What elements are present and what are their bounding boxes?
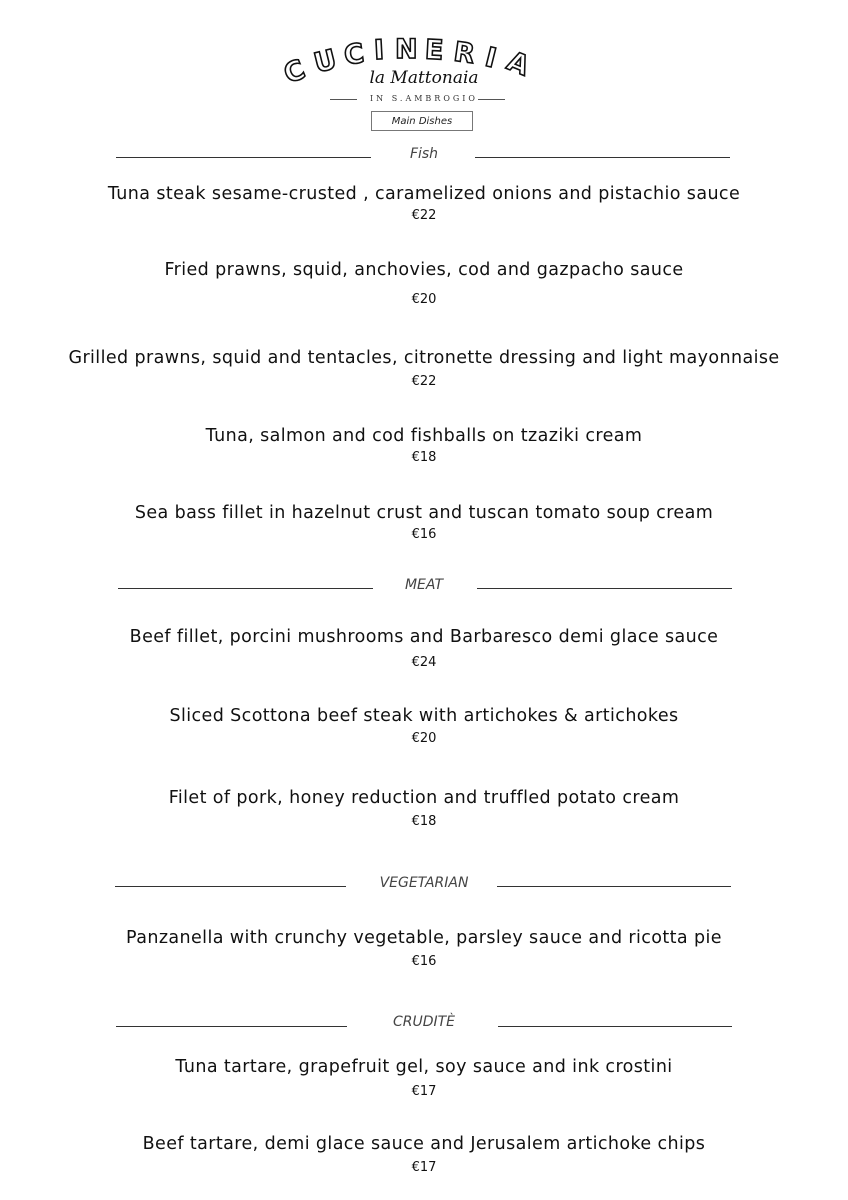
menu-item <box>0 348 848 389</box>
dish-price: €16 <box>411 527 437 542</box>
dish-price: €18 <box>411 814 437 829</box>
category-header-crudite <box>0 1014 848 1034</box>
dish-price: €22 <box>411 208 437 223</box>
dish-name: Beef fillet, porcini mushrooms and Barbaresco demi glace sauce <box>129 627 719 647</box>
category-label: CRUDITÈ <box>392 1014 456 1030</box>
dish-name: Beef tartare, demi glace sauce and Jerusalem artichoke chips <box>142 1134 706 1154</box>
dish-price: €17 <box>411 1084 437 1099</box>
menu-item <box>0 627 848 670</box>
logo-letter: E <box>424 34 445 67</box>
logo-letter: I <box>482 41 500 75</box>
category-header-meat <box>0 577 848 597</box>
menu-item <box>0 1134 848 1175</box>
dish-price: €17 <box>411 1160 437 1175</box>
logo-letter: N <box>395 34 418 65</box>
dish-price: €16 <box>411 954 437 969</box>
dish-price: €20 <box>411 731 437 746</box>
subtitle-rule-right <box>478 99 505 100</box>
dish-name: Sea bass fillet in hazelnut crust and tuscan tomato soup cream <box>134 503 714 523</box>
dish-name: Tuna tartare, grapefruit gel, soy sauce and ink crostini <box>175 1057 673 1077</box>
divider-right <box>498 1026 732 1027</box>
category-label: Fish <box>409 146 439 162</box>
dish-price: €24 <box>411 655 437 670</box>
logo-letter: R <box>451 36 477 71</box>
menu-item <box>0 260 848 307</box>
dish-name: Filet of pork, honey reduction and truffled potato cream <box>168 788 680 808</box>
dish-price: €22 <box>411 374 437 389</box>
dish-name: Fried prawns, squid, anchovies, cod and gazpacho sauce <box>164 260 684 280</box>
divider-right <box>497 886 731 887</box>
logo-letter: C <box>342 38 367 72</box>
dish-price: €20 <box>411 292 437 307</box>
category-label: VEGETARIAN <box>379 875 469 891</box>
category-label: MEAT <box>404 577 444 593</box>
dish-price: €18 <box>411 450 437 465</box>
logo-subname: la Mattonaia <box>369 68 479 88</box>
section-title-box: Main Dishes <box>371 111 473 131</box>
category-header-fish <box>0 146 848 166</box>
menu-item <box>0 426 848 465</box>
dish-name: Panzanella with crunchy vegetable, parsley sauce and ricotta pie <box>126 928 722 948</box>
logo-letter: U <box>310 44 340 80</box>
dish-name: Tuna steak sesame-crusted , caramelized onions and pistachio sauce <box>107 184 741 204</box>
menu-item <box>0 928 848 969</box>
logo-letter: I <box>373 34 385 67</box>
menu-item <box>0 503 848 542</box>
menu-item <box>0 1057 848 1099</box>
logo-letter: C <box>279 54 310 91</box>
location-subtitle: IN S.AMBROGIO <box>370 94 478 103</box>
dish-name: Grilled prawns, squid and tentacles, citronette dressing and light mayonnaise <box>68 348 780 368</box>
divider-right <box>477 588 732 589</box>
dish-name: Tuna, salmon and cod fishballs on tzaziki cream <box>205 426 643 446</box>
menu-item <box>0 706 848 746</box>
menu-item <box>0 788 848 829</box>
logo-letter: A <box>502 45 534 83</box>
menu-item <box>0 184 848 223</box>
category-header-vegetarian <box>0 875 848 895</box>
divider-right <box>475 157 730 158</box>
dish-name: Sliced Scottona beef steak with artichokes & artichokes <box>169 706 679 726</box>
